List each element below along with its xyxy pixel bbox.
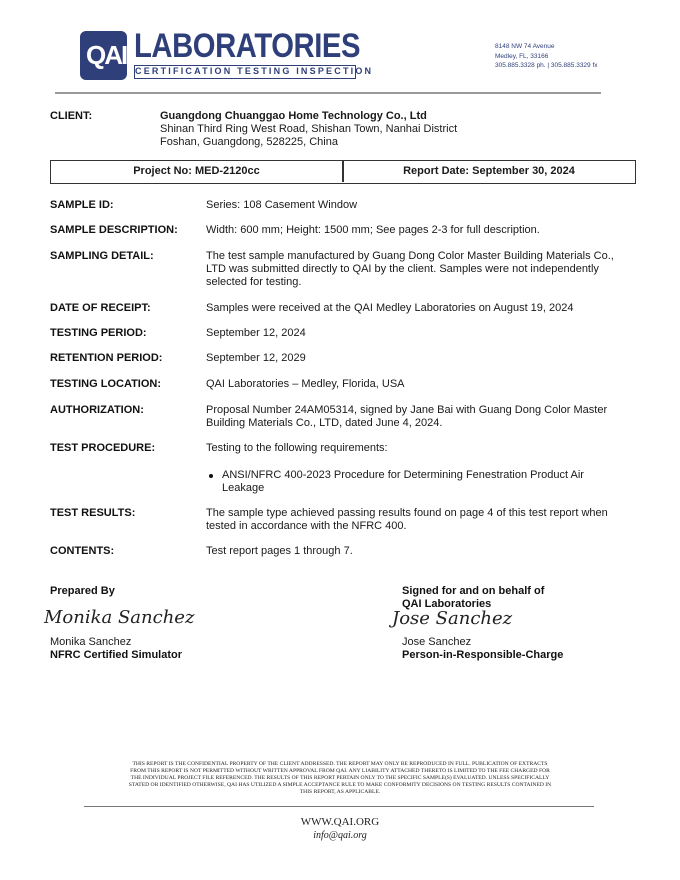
test-procedure-label: TEST PROCEDURE: <box>50 442 156 454</box>
signed-signature: Jose Sanchez <box>392 608 513 629</box>
qai-logo-mark <box>80 31 127 80</box>
sample-description-value: Width: 600 mm; Height: 1500 mm; See pages 2-3 for full description. <box>206 224 540 236</box>
prepared-name: Monika Sanchez <box>50 636 132 648</box>
client-address-line-2: Foshan, Guangdong, 528225, China <box>160 136 338 148</box>
logo-name: LABORATORIES <box>134 27 361 65</box>
sample-id-value: Series: 108 Casement Window <box>206 199 358 211</box>
header-divider <box>55 92 601 94</box>
test-results-line-1: The sample type achieved passing results found on page 4 of this test report when <box>206 507 608 519</box>
phone-fax-line: 305.885.3328 ph. | 305.885.3329 fx <box>495 62 598 69</box>
prepared-title: NFRC Certified Simulator <box>50 649 183 661</box>
sampling-detail-line-3: selected for testing. <box>206 276 302 288</box>
test-procedure-bullet-line-2: Leakage <box>222 482 265 494</box>
client-name: Guangdong Chuanggao Home Technology Co., Ltd <box>160 110 427 122</box>
disclaimer-line-2: FROM THIS REPORT IS NOT PERMITTED WITHOUT WRITTEN APPROVAL FROM QAI. ANY LIABILITY ATTACHED THERETO IS LIMITED TO THE FEE CHARGED FOR <box>130 767 550 774</box>
signed-title: Person-in-Responsible-Charge <box>402 649 564 661</box>
authorization-label: AUTHORIZATION: <box>50 404 144 416</box>
signed-label-line-2: QAI Laboratories <box>402 598 492 610</box>
contents-value: Test report pages 1 through 7. <box>206 545 353 557</box>
logo-mark-text: QAI <box>86 40 127 70</box>
test-procedure-bullet-line-1: ANSI/NFRC 400-2023 Procedure for Determining Fenestration Product Air <box>222 469 584 481</box>
project-info-box <box>50 160 636 184</box>
website-link[interactable]: WWW.QAI.ORG <box>300 816 380 828</box>
qai-logo <box>80 27 374 81</box>
prepared-signature: Monika Sanchez <box>44 607 195 628</box>
retention-period-value: September 12, 2029 <box>206 352 306 364</box>
sampling-detail-line-1: The test sample manufactured by Guang Dong Color Master Building Materials Co., <box>206 250 614 262</box>
logo-tagline: CERTIFICATION TESTING INSPECTION <box>134 65 356 79</box>
sample-description-label: SAMPLE DESCRIPTION: <box>50 224 178 236</box>
contact-block <box>495 42 598 71</box>
bullet-dot <box>209 474 213 478</box>
footer-divider <box>84 806 594 807</box>
authorization-line-1: Proposal Number 24AM05314, signed by Jane Bai with Guang Dong Color Master <box>206 404 608 416</box>
sampling-detail-label: SAMPLING DETAIL: <box>50 250 154 262</box>
client-address-line-1: Shinan Third Ring West Road, Shishan Town, Nanhai District <box>160 123 458 135</box>
sampling-detail-line-2: LTD was submitted directly to QAI by the client. Samples were not independently <box>206 263 599 275</box>
date-of-receipt-label: DATE OF RECEIPT: <box>50 302 151 314</box>
client-label: CLIENT: <box>50 110 93 122</box>
date-of-receipt-value: Samples were received at the QAI Medley Laboratories on August 19, 2024 <box>206 302 574 314</box>
testing-period-label: TESTING PERIOD: <box>50 327 147 339</box>
test-results-line-2: tested in accordance with the NFRC 400. <box>206 520 407 532</box>
disclaimer <box>83 761 597 796</box>
contents-label: CONTENTS: <box>50 545 115 557</box>
signed-name: Jose Sanchez <box>402 636 472 648</box>
testing-location-label: TESTING LOCATION: <box>50 378 162 390</box>
testing-period-value: September 12, 2024 <box>206 327 306 339</box>
signed-label-line-1: Signed for and on behalf of <box>402 585 545 597</box>
sample-id-label: SAMPLE ID: <box>50 199 114 211</box>
testing-location-value: QAI Laboratories – Medley, Florida, USA <box>206 378 405 390</box>
test-results-label: TEST RESULTS: <box>50 507 136 519</box>
test-procedure-intro: Testing to the following requirements: <box>206 442 388 454</box>
report-date: Report Date: September 30, 2024 <box>403 165 575 177</box>
disclaimer-line-5: THIS REPORT, AS APPLICABLE. <box>299 788 381 795</box>
disclaimer-line-3: THE INDIVIDUAL PROJECT FILE REFERENCED. THE RESULTS OF THIS REPORT PERTAIN ONLY TO THE SPECIFIC SAMPLE(S) EVALUATED. UNLESS SPECIFICALLY <box>130 774 550 781</box>
authorization-line-2: Building Materials Co., LTD, dated June 4, 2024. <box>206 417 443 429</box>
disclaimer-line-1: THIS REPORT IS THE CONFIDENTIAL PROPERTY OF THE CLIENT ADDRESSED. THE REPORT MAY ONLY BE REPRODUCED IN FULL. PUBLICATION OF EXTRACTS <box>132 761 548 767</box>
disclaimer-line-4: STATED OR IDENTIFIED OTHERWISE, QAI HAS UTILIZED A SIMPLE ACCEPTANCE RULE TO MAKE CONFORMITY DECISIONS ON TESTING RESULTS CONTAINED IN <box>128 781 552 788</box>
address-line-2: Medley, FL, 33166 <box>495 52 549 60</box>
address-line-1: 8148 NW 74 Avenue <box>495 43 555 50</box>
email-link[interactable]: info@qai.org <box>313 830 367 841</box>
retention-period-label: RETENTION PERIOD: <box>50 352 163 364</box>
prepared-by-label: Prepared By <box>50 585 115 597</box>
project-number: Project No: MED-2120cc <box>133 165 260 177</box>
